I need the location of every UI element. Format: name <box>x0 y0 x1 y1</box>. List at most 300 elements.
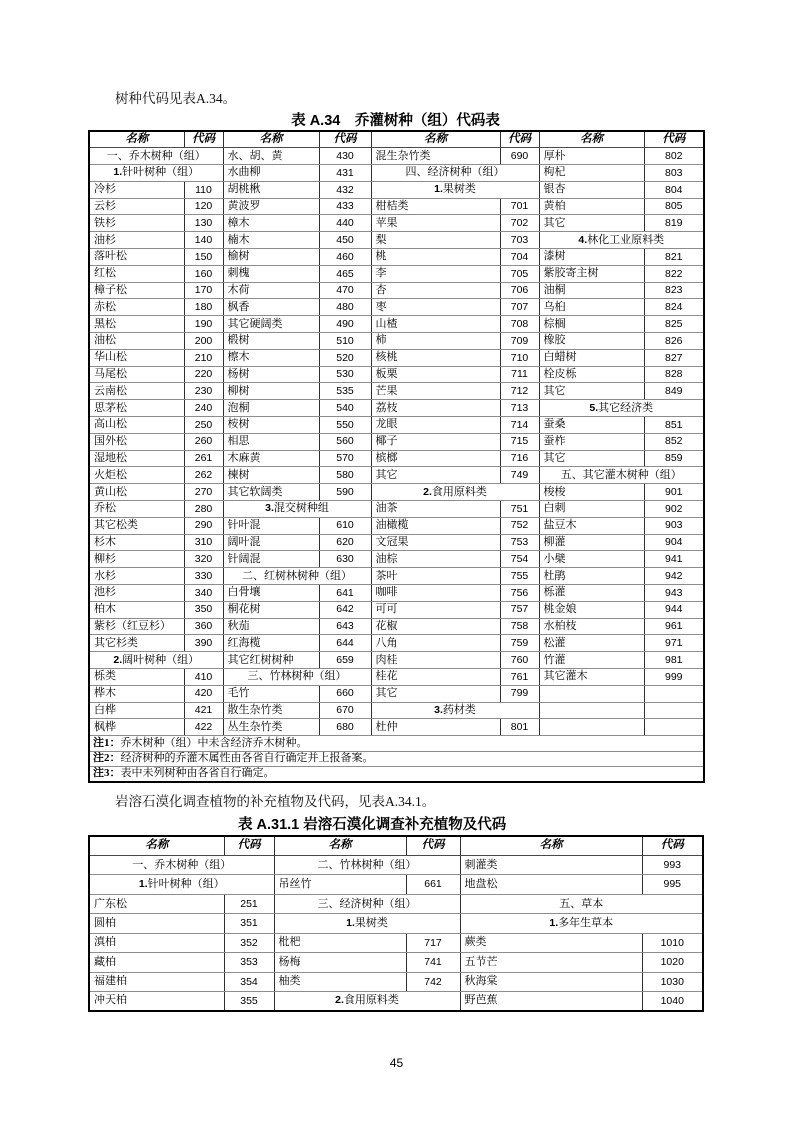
table-row <box>89 992 703 1011</box>
species-code-cell: 433 <box>319 198 371 215</box>
species-name-cell: 厚朴 <box>539 148 644 165</box>
species-code-cell: 150 <box>184 249 223 266</box>
species-code-cell: 715 <box>500 433 539 450</box>
species-code-cell: 981 <box>644 652 704 669</box>
species-code-cell: 140 <box>184 232 223 249</box>
species-code-cell: 710 <box>500 349 539 366</box>
species-code-cell: 757 <box>500 601 539 618</box>
species-name-cell: 桂花 <box>371 669 500 686</box>
table-row <box>89 249 704 266</box>
table-header-row <box>89 131 704 148</box>
species-name-cell: 乔松 <box>89 501 184 518</box>
species-code-cell: 851 <box>644 417 704 434</box>
species-name-cell: 相思 <box>223 433 319 450</box>
species-code-cell <box>644 719 704 736</box>
species-code-cell: 961 <box>644 618 704 635</box>
species-code-cell: 690 <box>500 148 539 165</box>
karst-supplement-plant-table <box>88 835 704 1012</box>
section-header-cell: 2.食用原料类 <box>371 484 539 501</box>
table-row <box>89 282 704 299</box>
section-header-cell: 五、其它灌木树种（组） <box>539 467 704 484</box>
species-name-cell: 华山松 <box>89 349 184 366</box>
section-header-cell: 2.食用原料类 <box>274 992 460 1011</box>
species-code-cell: 799 <box>500 685 539 702</box>
species-code-cell: 1020 <box>642 953 703 972</box>
species-name-cell: 杜鹃 <box>539 568 644 585</box>
species-name-cell: 八角 <box>371 635 500 652</box>
section-header-cell: 二、竹林树种（组） <box>274 855 460 874</box>
species-name-cell: 湿地松 <box>89 450 184 467</box>
species-name-cell: 芒果 <box>371 383 500 400</box>
species-name-cell: 乌桕 <box>539 299 644 316</box>
table-row <box>89 953 703 972</box>
species-code-cell: 828 <box>644 366 704 383</box>
section-number: 1. <box>549 916 559 929</box>
species-name-cell: 油松 <box>89 333 184 350</box>
species-code-cell: 310 <box>184 534 223 551</box>
species-code-cell: 755 <box>500 568 539 585</box>
table-note-row <box>89 736 704 751</box>
species-name-cell: 柏木 <box>89 601 184 618</box>
species-code-cell: 752 <box>500 517 539 534</box>
species-name-cell: 刺槐 <box>223 265 319 282</box>
species-code-cell: 754 <box>500 551 539 568</box>
table-row <box>89 517 704 534</box>
species-name-cell: 桃金娘 <box>539 601 644 618</box>
species-name-cell: 梭梭 <box>539 484 644 501</box>
species-name-cell: 毛竹 <box>223 685 319 702</box>
species-code-cell: 801 <box>500 719 539 736</box>
species-code-cell: 709 <box>500 333 539 350</box>
species-code-cell: 711 <box>500 366 539 383</box>
species-name-cell: 油杉 <box>89 232 184 249</box>
species-code-cell: 701 <box>500 198 539 215</box>
section-number: 3. <box>265 502 274 515</box>
species-code-cell: 804 <box>644 181 704 198</box>
species-name-cell: 棕榈 <box>539 316 644 333</box>
table-row <box>89 349 704 366</box>
species-name-cell: 可可 <box>371 601 500 618</box>
species-code-cell: 610 <box>319 517 371 534</box>
species-code-cell <box>644 685 704 702</box>
table-row <box>89 855 703 874</box>
table-row <box>89 601 704 618</box>
species-code-cell: 749 <box>500 467 539 484</box>
table2-title: 表 A.31.1 岩溶石漠化调查补充植物及代码 <box>238 817 507 833</box>
species-code-cell: 490 <box>319 316 371 333</box>
species-name-cell: 圆柏 <box>89 914 224 933</box>
species-name-cell: 丛生杂竹类 <box>223 719 319 736</box>
species-code-cell: 1010 <box>642 933 703 952</box>
species-name-cell: 花椒 <box>371 618 500 635</box>
species-code-cell: 432 <box>319 181 371 198</box>
species-name-cell: 山楂 <box>371 316 500 333</box>
species-name-cell: 蚕柞 <box>539 433 644 450</box>
species-name-cell: 广东松 <box>89 894 224 913</box>
species-name-cell: 针阔混 <box>223 551 319 568</box>
species-name-cell: 茶叶 <box>371 568 500 585</box>
table-row <box>89 568 704 585</box>
species-name-cell: 油茶 <box>371 501 500 518</box>
section-number: 1. <box>346 916 355 929</box>
species-name-cell: 咖啡 <box>371 585 500 602</box>
species-code-cell: 262 <box>184 467 223 484</box>
species-name-cell: 竹灌 <box>539 652 644 669</box>
species-name-cell: 思茅松 <box>89 400 184 417</box>
species-code-cell: 630 <box>319 551 371 568</box>
species-code-cell: 742 <box>406 972 460 991</box>
table-note: 注1：乔木树种（组）中未含经济乔木树种。 <box>89 736 704 751</box>
species-name-cell: 栎类 <box>89 669 184 686</box>
species-name-cell: 柳灌 <box>539 534 644 551</box>
species-name-cell: 其它灌木 <box>539 669 644 686</box>
section-number: 2. <box>423 485 432 498</box>
species-code-cell: 827 <box>644 349 704 366</box>
species-code-cell: 352 <box>224 933 274 952</box>
species-name-cell: 云杉 <box>89 198 184 215</box>
species-name-cell: 散生杂竹类 <box>223 702 319 719</box>
table-row <box>89 333 704 350</box>
column-header: 代码 <box>319 131 371 148</box>
species-name-cell: 其它 <box>371 467 500 484</box>
species-name-cell: 秋茄 <box>223 618 319 635</box>
species-name-cell: 其它软阔类 <box>223 484 319 501</box>
species-name-cell: 楠木 <box>223 232 319 249</box>
species-code-cell: 110 <box>184 181 223 198</box>
table-row <box>89 618 704 635</box>
section-number: 2. <box>335 994 344 1007</box>
column-header: 代码 <box>224 836 274 855</box>
species-name-cell: 蕨类 <box>460 933 642 952</box>
section-header-cell: 五、草本 <box>460 894 703 913</box>
table-row <box>89 316 704 333</box>
species-name-cell: 盐豆木 <box>539 517 644 534</box>
species-name-cell: 杨树 <box>223 366 319 383</box>
species-code-cell: 713 <box>500 400 539 417</box>
species-name-cell: 楝树 <box>223 467 319 484</box>
species-name-cell: 小檗 <box>539 551 644 568</box>
species-name-cell: 松灌 <box>539 635 644 652</box>
species-name-cell: 福建柏 <box>89 972 224 991</box>
species-name-cell: 白桦 <box>89 702 184 719</box>
table-row <box>89 265 704 282</box>
species-name-cell: 马尾松 <box>89 366 184 383</box>
species-code-cell: 290 <box>184 517 223 534</box>
species-name-cell: 油棕 <box>371 551 500 568</box>
table-row <box>89 232 704 249</box>
column-header: 名称 <box>223 131 319 148</box>
section-number: 3. <box>434 703 443 716</box>
section-header-cell: 1.多年生草本 <box>460 914 703 933</box>
species-name-cell: 其它松类 <box>89 517 184 534</box>
species-code-cell: 824 <box>644 299 704 316</box>
species-name-cell: 滇柏 <box>89 933 224 952</box>
section-header-cell: 3.混交树种组 <box>223 501 371 518</box>
table-row <box>89 417 704 434</box>
species-code-cell: 901 <box>644 484 704 501</box>
species-name-cell: 高山松 <box>89 417 184 434</box>
section-header-cell: 1.果树类 <box>274 914 460 933</box>
species-code-cell: 741 <box>406 953 460 972</box>
species-code-cell: 530 <box>319 366 371 383</box>
species-name-cell: 池杉 <box>89 585 184 602</box>
species-name-cell: 漆树 <box>539 249 644 266</box>
section-number: 2. <box>113 653 123 666</box>
species-code-cell: 353 <box>224 953 274 972</box>
column-header: 代码 <box>644 131 704 148</box>
species-code-cell: 540 <box>319 400 371 417</box>
species-name-cell: 红松 <box>89 265 184 282</box>
species-code-cell: 560 <box>319 433 371 450</box>
table-row <box>89 501 704 518</box>
species-name-cell: 秋海棠 <box>460 972 642 991</box>
species-code-cell: 250 <box>184 417 223 434</box>
section-header-cell: 一、乔木树种（组） <box>89 855 274 874</box>
section-header-cell: 一、乔木树种（组） <box>89 148 223 165</box>
species-code-cell: 902 <box>644 501 704 518</box>
species-code-cell: 251 <box>224 894 274 913</box>
species-code-cell: 659 <box>319 652 371 669</box>
species-code-cell: 803 <box>644 165 704 182</box>
page-number: 45 <box>389 1056 404 1070</box>
species-name-cell: 梨 <box>371 232 500 249</box>
species-name-cell: 桃 <box>371 249 500 266</box>
species-name-cell <box>539 719 644 736</box>
note-label: 注1： <box>93 736 121 749</box>
species-name-cell: 白刺 <box>539 501 644 518</box>
species-code-cell: 470 <box>319 282 371 299</box>
table-row <box>89 366 704 383</box>
species-code-cell: 805 <box>644 198 704 215</box>
species-code-cell: 825 <box>644 316 704 333</box>
species-code-cell: 859 <box>644 450 704 467</box>
species-name-cell: 橡胶 <box>539 333 644 350</box>
species-code-cell: 705 <box>500 265 539 282</box>
species-name-cell: 核桃 <box>371 349 500 366</box>
species-code-cell: 944 <box>644 601 704 618</box>
species-name-cell: 李 <box>371 265 500 282</box>
section-header-cell: 二、红树林树种（组） <box>223 568 371 585</box>
species-code-cell: 822 <box>644 265 704 282</box>
species-name-cell: 其它硬阔类 <box>223 316 319 333</box>
table-row <box>89 652 704 669</box>
section-header-cell: 4.林化工业原料类 <box>539 232 704 249</box>
species-code-cell: 943 <box>644 585 704 602</box>
table1-title: 表 A.34 乔灌树种（组）代码表 <box>291 113 500 129</box>
species-name-cell: 其它 <box>539 383 644 400</box>
species-code-cell: 430 <box>319 148 371 165</box>
species-name-cell: 黄波罗 <box>223 198 319 215</box>
species-name-cell <box>539 685 644 702</box>
species-code-cell: 704 <box>500 249 539 266</box>
species-code-cell: 550 <box>319 417 371 434</box>
species-name-cell: 桐花树 <box>223 601 319 618</box>
species-code-cell: 200 <box>184 333 223 350</box>
table-row <box>89 719 704 736</box>
section-number: 1. <box>138 878 148 891</box>
species-name-cell: 蚕桑 <box>539 417 644 434</box>
species-code-cell: 510 <box>319 333 371 350</box>
section-number: 4. <box>578 233 588 246</box>
species-code-cell: 759 <box>500 635 539 652</box>
species-name-cell: 樟子松 <box>89 282 184 299</box>
species-name-cell: 柑桔类 <box>371 198 500 215</box>
species-code-cell: 995 <box>642 875 703 894</box>
species-code-cell: 350 <box>184 601 223 618</box>
species-code-cell: 422 <box>184 719 223 736</box>
species-code-cell: 450 <box>319 232 371 249</box>
species-code-cell: 942 <box>644 568 704 585</box>
species-name-cell: 枇杷 <box>274 933 406 952</box>
species-code-cell: 270 <box>184 484 223 501</box>
species-name-cell: 荔枝 <box>371 400 500 417</box>
species-code-cell: 340 <box>184 585 223 602</box>
species-code-cell: 641 <box>319 585 371 602</box>
species-name-cell: 木荷 <box>223 282 319 299</box>
column-header: 代码 <box>642 836 703 855</box>
species-code-cell: 819 <box>644 215 704 232</box>
section-header-cell: 三、竹林树种（组） <box>223 669 371 686</box>
species-code-cell <box>644 702 704 719</box>
species-code-cell: 520 <box>319 349 371 366</box>
species-name-cell: 铁杉 <box>89 215 184 232</box>
table-row <box>89 635 704 652</box>
species-code-cell: 120 <box>184 198 223 215</box>
species-code-cell: 702 <box>500 215 539 232</box>
species-name-cell: 杏 <box>371 282 500 299</box>
species-code-cell: 620 <box>319 534 371 551</box>
species-name-cell: 白骨壤 <box>223 585 319 602</box>
intro-paragraph-karst-supplement: 岩溶石漠化调查植物的补充植物及代码，见表A.34.1。 <box>115 794 436 809</box>
species-code-cell: 580 <box>319 467 371 484</box>
species-code-cell: 570 <box>319 450 371 467</box>
table-row <box>89 299 704 316</box>
table-row <box>89 181 704 198</box>
column-header: 名称 <box>89 836 224 855</box>
section-number: 1. <box>434 183 443 196</box>
species-name-cell: 泡桐 <box>223 400 319 417</box>
column-header: 名称 <box>371 131 500 148</box>
table-note-row <box>89 751 704 766</box>
species-code-cell: 708 <box>500 316 539 333</box>
species-code-cell: 643 <box>319 618 371 635</box>
species-name-cell: 野芭蕉 <box>460 992 642 1011</box>
species-code-cell: 210 <box>184 349 223 366</box>
species-code-cell: 751 <box>500 501 539 518</box>
species-code-cell: 758 <box>500 618 539 635</box>
table-row <box>89 933 703 952</box>
species-code-cell: 240 <box>184 400 223 417</box>
species-code-cell: 440 <box>319 215 371 232</box>
column-header: 名称 <box>460 836 642 855</box>
species-name-cell: 藏柏 <box>89 953 224 972</box>
species-name-cell: 赤松 <box>89 299 184 316</box>
species-code-cell: 360 <box>184 618 223 635</box>
species-code-cell: 714 <box>500 417 539 434</box>
species-name-cell: 水杉 <box>89 568 184 585</box>
species-code-cell: 390 <box>184 635 223 652</box>
table-row <box>89 400 704 417</box>
species-code-cell: 903 <box>644 517 704 534</box>
species-name-cell: 杜仲 <box>371 719 500 736</box>
species-name-cell: 板栗 <box>371 366 500 383</box>
species-name-cell: 枫桦 <box>89 719 184 736</box>
species-code-cell: 802 <box>644 148 704 165</box>
species-name-cell: 水曲柳 <box>223 165 319 182</box>
table-row <box>89 585 704 602</box>
species-name-cell: 云南松 <box>89 383 184 400</box>
species-name-cell: 杉木 <box>89 534 184 551</box>
species-code-cell: 261 <box>184 450 223 467</box>
species-name-cell: 刺灌类 <box>460 855 642 874</box>
species-name-cell: 椴树 <box>223 333 319 350</box>
species-name-cell: 冷杉 <box>89 181 184 198</box>
section-header-cell: 四、经济树种（组） <box>371 165 539 182</box>
table-row <box>89 433 704 450</box>
species-name-cell: 枣 <box>371 299 500 316</box>
table-row <box>89 165 704 182</box>
table-row <box>89 914 703 933</box>
species-name-cell: 水柏枝 <box>539 618 644 635</box>
species-code-cell: 821 <box>644 249 704 266</box>
species-name-cell: 红海榄 <box>223 635 319 652</box>
species-name-cell: 椰子 <box>371 433 500 450</box>
table-note-row <box>89 766 704 781</box>
table-row <box>89 702 704 719</box>
note-label: 注2： <box>93 752 121 765</box>
species-code-cell: 320 <box>184 551 223 568</box>
intro-paragraph-tree-codes: 树种代码见表A.34。 <box>115 91 237 106</box>
species-code-cell: 420 <box>184 685 223 702</box>
species-name-cell: 紫杉（红豆杉） <box>89 618 184 635</box>
species-code-cell: 421 <box>184 702 223 719</box>
species-code-cell: 230 <box>184 383 223 400</box>
species-code-cell: 535 <box>319 383 371 400</box>
species-code-cell: 852 <box>644 433 704 450</box>
species-name-cell <box>539 702 644 719</box>
section-number: 5. <box>589 401 599 414</box>
species-code-cell: 753 <box>500 534 539 551</box>
species-name-cell: 地盘松 <box>460 875 642 894</box>
species-name-cell: 紫胶寄主树 <box>539 265 644 282</box>
species-name-cell: 其它 <box>539 450 644 467</box>
species-code-cell: 999 <box>644 669 704 686</box>
species-name-cell: 其它杉类 <box>89 635 184 652</box>
table-row <box>89 215 704 232</box>
species-name-cell: 槟榔 <box>371 450 500 467</box>
species-name-cell: 落叶松 <box>89 249 184 266</box>
table-row <box>89 467 704 484</box>
species-code-cell: 1030 <box>642 972 703 991</box>
species-code-cell: 220 <box>184 366 223 383</box>
species-name-cell: 黄柏 <box>539 198 644 215</box>
table-row <box>89 198 704 215</box>
section-header-cell: 2.阔叶树种（组） <box>89 652 223 669</box>
section-header-cell: 三、经济树种（组） <box>274 894 460 913</box>
section-header-cell: 1.针叶树种（组） <box>89 875 274 894</box>
species-name-cell: 柿 <box>371 333 500 350</box>
column-header: 代码 <box>184 131 223 148</box>
table-row <box>89 484 704 501</box>
species-name-cell: 木麻黄 <box>223 450 319 467</box>
column-header: 代码 <box>406 836 460 855</box>
species-code-cell: 904 <box>644 534 704 551</box>
column-header: 代码 <box>500 131 539 148</box>
species-name-cell: 吊丝竹 <box>274 875 406 894</box>
species-code-cell: 130 <box>184 215 223 232</box>
column-header: 名称 <box>539 131 644 148</box>
species-code-cell: 703 <box>500 232 539 249</box>
